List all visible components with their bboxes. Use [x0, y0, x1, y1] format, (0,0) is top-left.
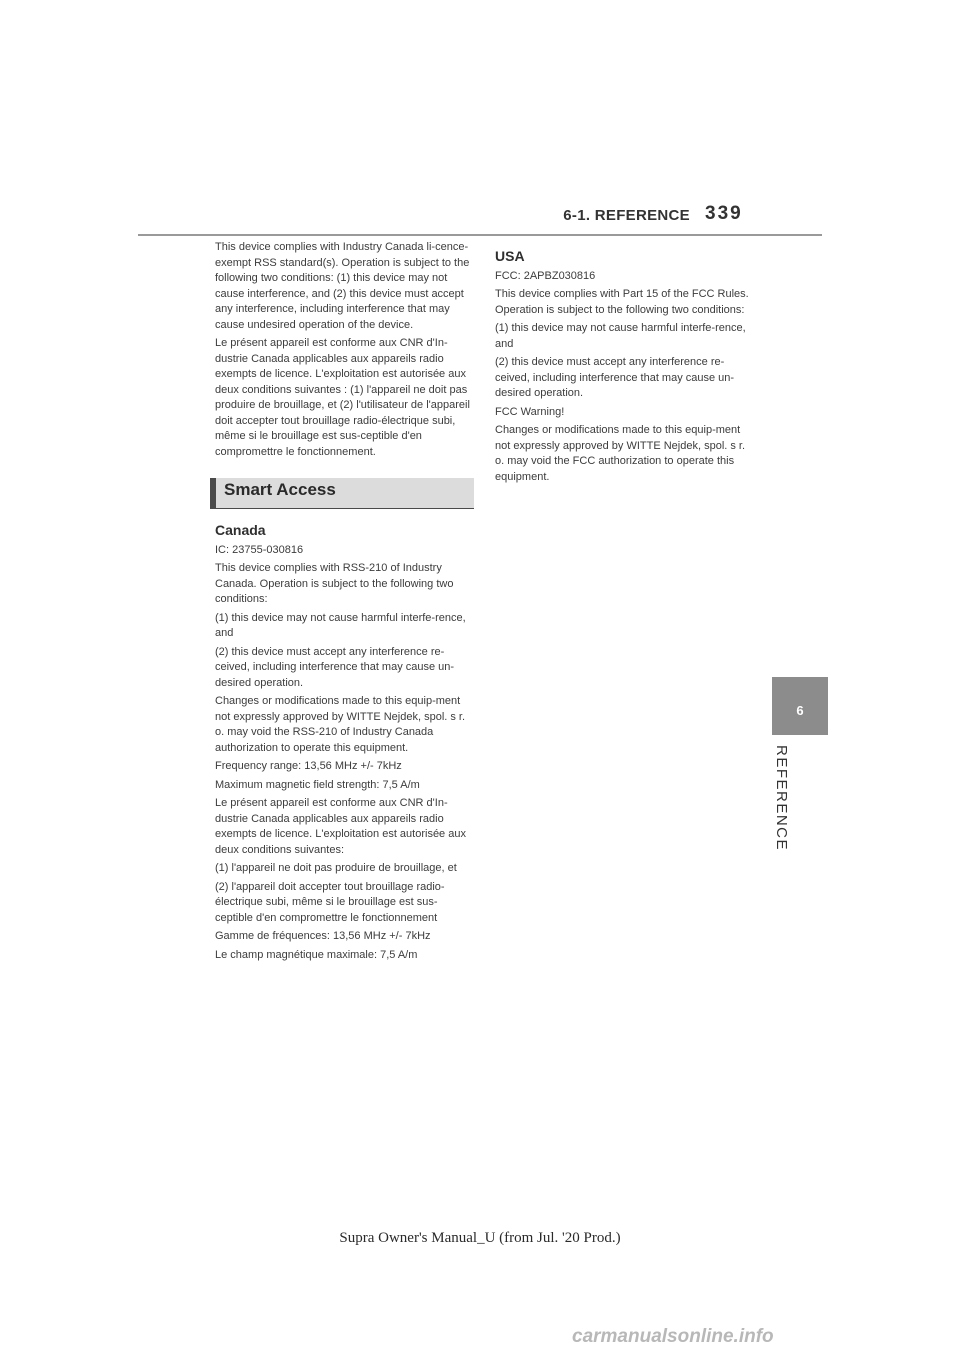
left-column	[215, 240, 470, 966]
canada-paragraph: IC: 23755-030816	[215, 543, 304, 556]
usa-paragraph: FCC Warning!	[495, 405, 565, 418]
canada-paragraph: This device complies with RSS-210 of Industry Canada. Operation is subject to the following two conditions:	[215, 562, 454, 605]
section-header-title: 6-1. REFERENCE	[563, 207, 690, 224]
page-number: 339	[705, 203, 743, 224]
chapter-tab-number: 6	[796, 703, 804, 718]
usa-paragraph: Changes or modifications made to this equip-ment not expressly approved by WITTE Nejdek, spol. s r. o. may void the FCC authorization to operate this equipment.	[495, 424, 746, 483]
chapter-tab[interactable]	[772, 677, 828, 735]
canada-paragraph: Gamme de fréquences: 13,56 MHz +/- 7kHz	[215, 930, 431, 942]
page-footer: Supra Owner's Manual_U (from Jul. '20 Prod.)	[339, 1230, 621, 1246]
section-title: Smart Access	[224, 480, 336, 499]
canada-paragraph: Changes or modifications made to this equip-ment not expressly approved by WITTE Nejdek, spol. s r. o. may void the RSS-210 of Industry Canada authorization to operate this equipment.	[215, 695, 466, 754]
canada-paragraph: Frequency range: 13,56 MHz +/- 7kHz	[215, 760, 402, 772]
canada-paragraph: (2) this device must accept any interference re-ceived, including interference that may cause un-desired operation.	[215, 645, 455, 689]
usa-paragraph: This device complies with Part 15 of the FCC Rules. Operation is subject to the following two conditions:	[495, 288, 749, 316]
usa-paragraph: (1) this device may not cause harmful interfe-rence, and	[495, 322, 746, 350]
canada-paragraph: Le champ magnétique maximale: 7,5 A/m	[215, 948, 418, 961]
usa-paragraph: (2) this device must accept any interference re-ceived, including interference that may cause un-desired operation.	[495, 356, 735, 399]
intro-paragraph: This device complies with Industry Canada li-cence-exempt RSS standard(s). Operation is subject to the following two conditions: (1) this device may not cause interference, and (2) this device must accept any interference, including interference that may cause undesired operation of the device.	[215, 241, 470, 331]
header-divider	[138, 234, 822, 236]
canada-paragraph: (2) l'appareil doit accepter tout brouillage radio-électrique subi, même si le brouillage est sus-ceptible d'en compromettre le fonctionnement	[215, 880, 445, 924]
chapter-side-label: REFERENCE	[773, 745, 790, 852]
usa-paragraph: FCC: 2APBZ030816	[495, 269, 596, 282]
canada-paragraph: Maximum magnetic field strength: 7,5 A/m	[215, 778, 420, 791]
watermark-text: carmanualsonline.info	[572, 1326, 774, 1347]
canada-paragraph: (1) this device may not cause harmful interfe-rence, and	[215, 611, 466, 639]
intro-paragraph: Le présent appareil est conforme aux CNR d'In-dustrie Canada applicables aux appareils radio exempts de licence. L'exploitation est autorisée aux deux conditions suivantes : (1) l'appareil ne doit pas produire de brouillage, et (2) l'utilisateur de l'appareil doit accepter tout brouillage radio-électrique subi, même si le brouillage est sus-ceptible d'en compromettre le fonctionnement.	[215, 337, 470, 458]
canada-paragraph: Le présent appareil est conforme aux CNR d'In-dustrie Canada applicables aux appareils radio exempts de licence. L'exploitation est autorisée aux deux conditions suivantes:	[215, 797, 466, 856]
usa-heading: USA	[495, 248, 525, 264]
section-title-bar	[210, 478, 474, 509]
right-column	[495, 249, 753, 488]
canada-heading: Canada	[215, 522, 266, 538]
canada-paragraph: (1) l'appareil ne doit pas produire de brouillage, et	[215, 862, 457, 874]
